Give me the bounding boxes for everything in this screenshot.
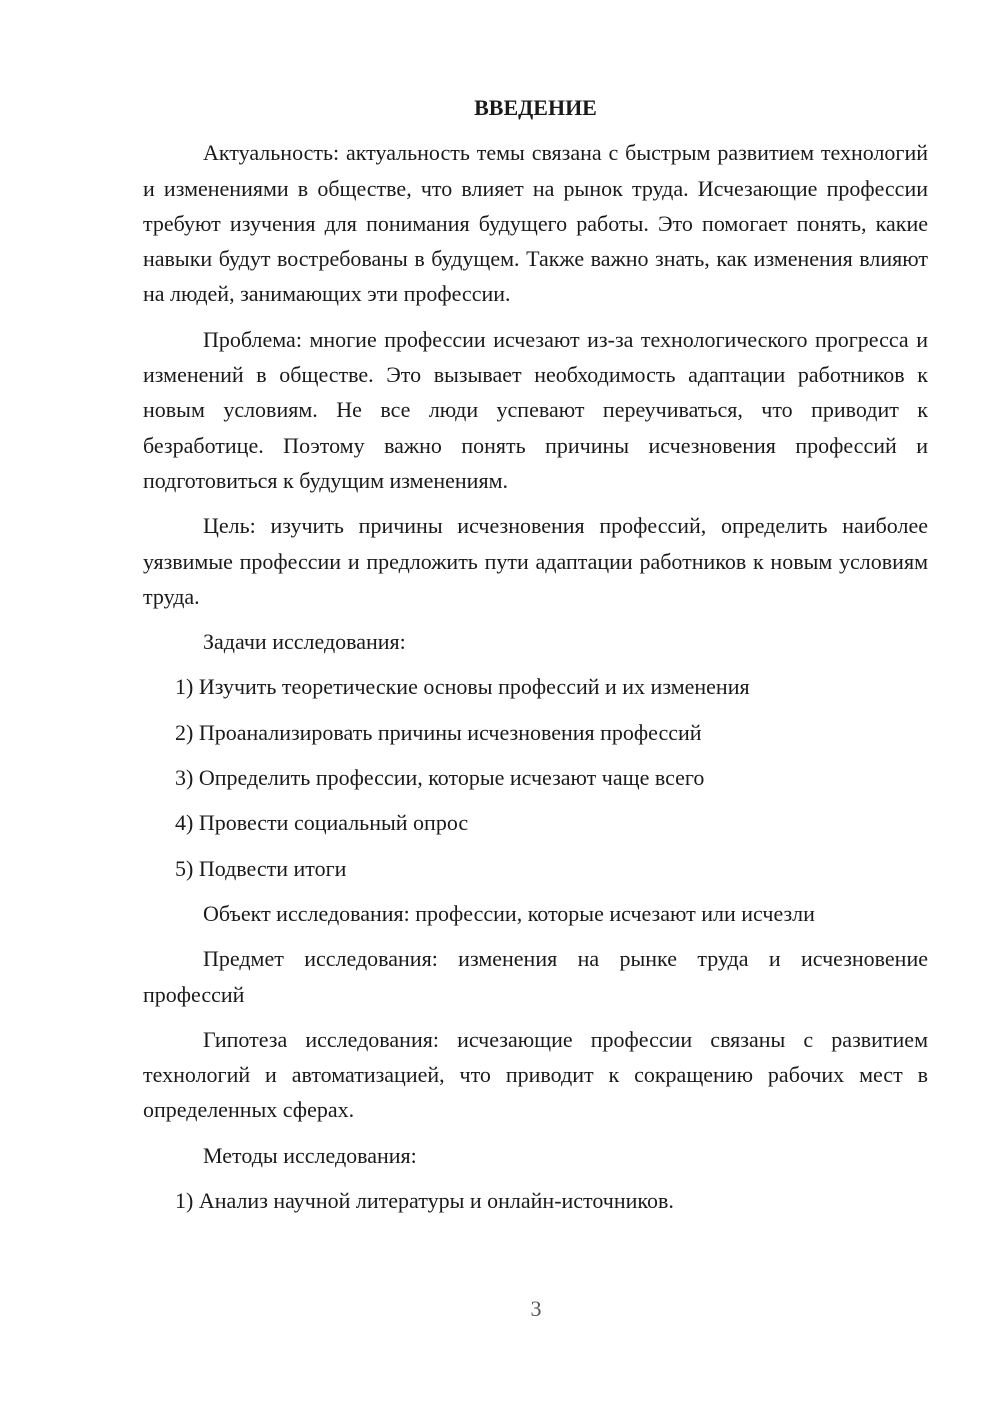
relevance-paragraph: Актуальность: актуальность темы связана с быстрым развитием технологий и изменениями в обществе, что влияет на рынок труда. Исчезающие профессии требуют изучения для понимания будущего работы. Это помогает понять, какие навыки будут востребованы в будущем. Также важно знать, как изменения влияют на людей, занимающих эти профессии. bbox=[143, 140, 928, 307]
task-item: 4) Провести социальный опрос bbox=[175, 810, 469, 836]
hypothesis-paragraph: Гипотеза исследования: исчезающие профессии связаны с развитием технологий и автоматизацией, что приводит к сокращению рабочих мест в определенных сферах. bbox=[143, 1026, 928, 1123]
method-item: 1) Анализ научной литературы и онлайн-источников. bbox=[175, 1188, 674, 1214]
task-item: 1) Изучить теоретические основы профессий и их изменения bbox=[175, 674, 750, 700]
document-title: ВВЕДЕНИЕ bbox=[474, 95, 597, 120]
problem-paragraph: Проблема: многие профессии исчезают из-за технологического прогресса и изменений в обществе. Это вызывает необходимость адаптации работников к новым условиям. Не все люди успевают переучиваться, что приводит к безработице. Поэтому важно понять причины исчезновения профессий и подготовиться к будущим изменениям. bbox=[143, 326, 928, 493]
task-item: 5) Подвести итоги bbox=[175, 855, 347, 881]
task-item: 3) Определить профессии, которые исчезают чаще всего bbox=[175, 765, 705, 791]
subject-paragraph: Предмет исследования: изменения на рынке труда и исчезновение профессий bbox=[143, 946, 928, 1007]
document-page bbox=[143, 90, 928, 1228]
task-item: 2) Проанализировать причины исчезновения профессий bbox=[175, 719, 702, 745]
object-paragraph: Объект исследования: профессии, которые исчезают или исчезли bbox=[203, 900, 815, 926]
page-number: 3 bbox=[530, 1296, 542, 1321]
tasks-heading: Задачи исследования: bbox=[203, 629, 406, 655]
goal-paragraph: Цель: изучить причины исчезновения профессий, определить наиболее уязвимые профессии и предложить пути адаптации работников к новым условиям труда. bbox=[143, 513, 928, 609]
methods-heading: Методы исследования: bbox=[203, 1142, 417, 1168]
